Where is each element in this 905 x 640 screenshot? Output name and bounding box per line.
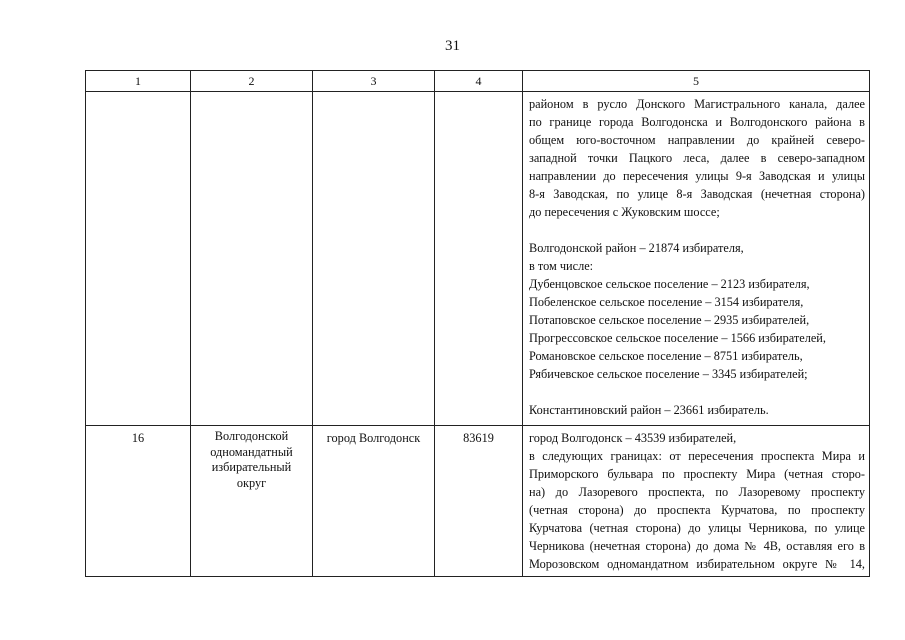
cont-col-1 xyxy=(86,92,191,426)
text-line: (четная сторона) до проспекта Курчатова, по проспекту xyxy=(529,503,865,517)
header-col-1: 1 xyxy=(86,71,191,92)
text-line: направлении до пересечения улицы 9-я Заводская и улицы xyxy=(529,169,865,183)
row16-description xyxy=(523,426,870,577)
paragraph-gap xyxy=(529,221,865,239)
cont-col-2 xyxy=(191,92,313,426)
row16-number: 16 xyxy=(86,426,191,577)
table-row-continuation xyxy=(86,92,870,426)
text-line: в том числе: xyxy=(529,259,594,273)
text-line: 8-я Заводская, по улице 8-я Заводская (нечетная сторона) xyxy=(529,187,865,201)
table-row-16 xyxy=(86,426,870,577)
paragraph-gap xyxy=(529,383,865,401)
text-line: Курчатова (четная сторона) до улицы Черникова, по улице xyxy=(529,521,865,535)
text-line: общем юго-восточном направлении до крайней северо- xyxy=(529,133,865,147)
header-col-2: 2 xyxy=(191,71,313,92)
text-line: Прогрессовское сельское поселение – 1566 избирателей, xyxy=(529,331,826,345)
text-line: Романовское сельское поселение – 8751 избиратель, xyxy=(529,349,803,363)
district-name-line: Волгодонской xyxy=(214,429,289,443)
header-col-4: 4 xyxy=(435,71,523,92)
text-line: Волгодонской район – 21874 избирателя, xyxy=(529,241,744,255)
district-name-line: одномандатный xyxy=(210,444,293,459)
header-col-3: 3 xyxy=(313,71,435,92)
text-line: Рябичевское сельское поселение – 3345 избирателей; xyxy=(529,367,808,381)
text-line: Морозовском одномандатном избирательном округе № 14, xyxy=(529,557,865,571)
row16-center: город Волгодонск xyxy=(313,426,435,577)
text-line: Дубенцовское сельское поселение – 2123 избирателя, xyxy=(529,277,810,291)
header-col-5: 5 xyxy=(523,71,870,92)
page-number: 31 xyxy=(445,38,460,54)
district-name-line: избирательный xyxy=(211,460,292,474)
text-line: город Волгодонск – 43539 избирателей, xyxy=(529,431,737,445)
cont-col-4 xyxy=(435,92,523,426)
text-line: западной точки Пацкого леса, далее в северо-западном xyxy=(529,151,865,165)
text-line: Потаповское сельское поселение – 2935 избирателей, xyxy=(529,313,810,327)
row16-district-name xyxy=(191,426,313,577)
text-line: районом в русло Донского Магистрального канала, далее xyxy=(529,97,865,111)
text-line: в следующих границах: от пересечения проспекта Мира и xyxy=(529,449,865,463)
district-table xyxy=(85,70,870,577)
table-header-row xyxy=(86,71,870,92)
text-line: на) до Лазоревого проспекта, по Лазоревому проспекту xyxy=(529,485,865,499)
text-line: до пересечения с Жуковским шоссе; xyxy=(529,205,720,219)
row16-voter-count: 83619 xyxy=(435,426,523,577)
cont-col-5-description xyxy=(523,92,870,426)
text-line: Черникова (нечетная сторона) до дома № 4В, оставляя его в xyxy=(529,539,865,553)
text-line: Приморского бульвара по проспекту Мира (четная сторо- xyxy=(529,467,865,481)
cont-col-3 xyxy=(313,92,435,426)
text-line: Константиновский район – 23661 избиратель. xyxy=(529,403,769,417)
district-name-line: округ xyxy=(236,475,267,490)
text-line: по границе города Волгодонска и Волгодонского района в xyxy=(529,115,865,129)
text-line: Побеленское сельское поселение – 3154 избирателя, xyxy=(529,295,804,309)
